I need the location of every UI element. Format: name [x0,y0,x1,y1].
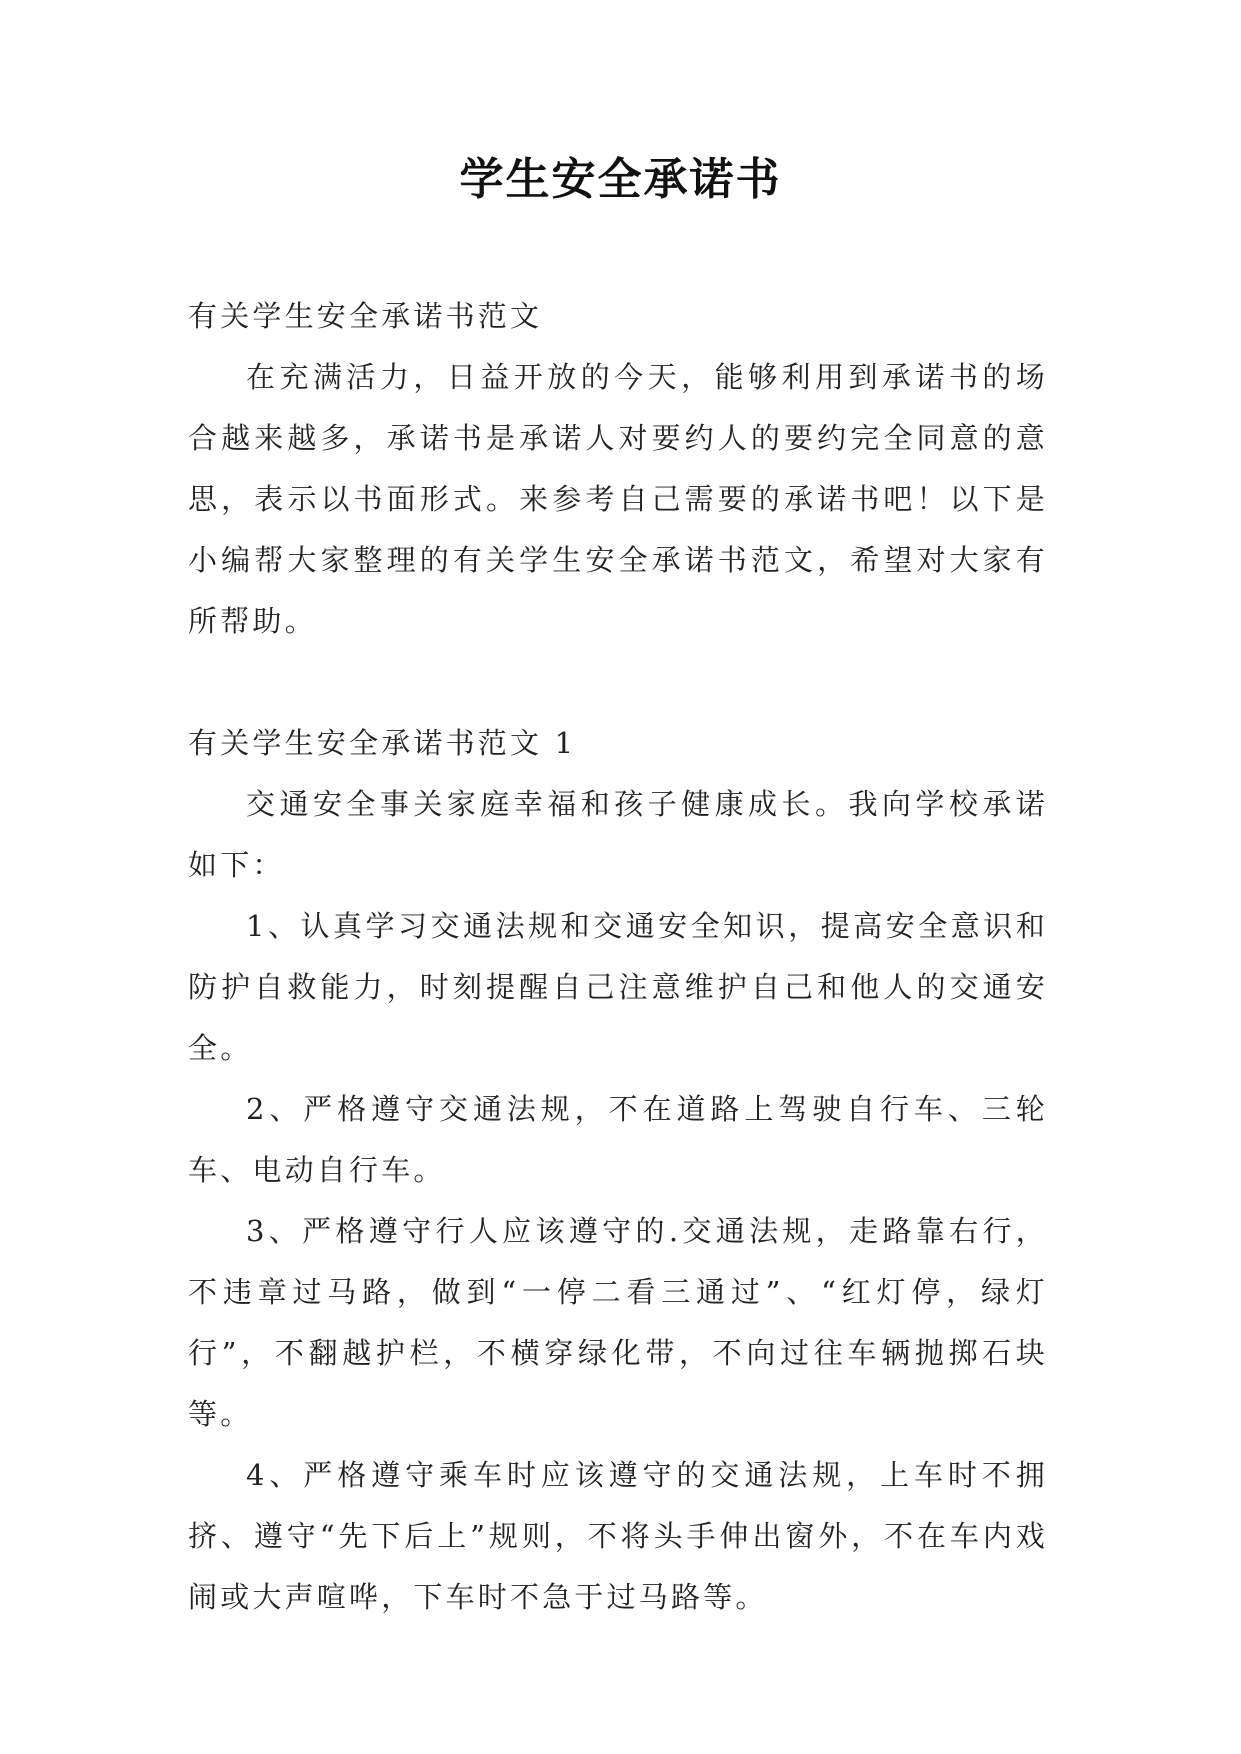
document-body [188,286,1048,1628]
paragraph: 4、严格遵守乘车时应该遵守的交通法规，上车时不拥挤、遵守“先下后上”规则，不将头手伸出窗外，不在车内戏闹或大声喧哗，下车时不急于过马路等。 [188,1458,1048,1614]
document-title: 学生安全承诺书 [459,154,782,205]
section-spacer [188,652,1048,713]
paragraph: 1、认真学习交通法规和交通安全知识，提高安全意识和防护自救能力，时刻提醒自己注意维护自己和他人的交通安全。 [188,909,1048,1065]
intro-paragraph: 在充满活力，日益开放的今天，能够利用到承诺书的场合越来越多，承诺书是承诺人对要约人的要约完全同意的意思，表示以书面形式。来参考自己需要的承诺书吧！以下是小编帮大家整理的有关学生安全承诺书范文，希望对大家有所帮助。 [188,360,1048,638]
paragraph: 交通安全事关家庭幸福和孩子健康成长。我向学校承诺如下： [188,787,1048,882]
section-heading: 有关学生安全承诺书范文 1 [188,726,577,760]
section-heading: 有关学生安全承诺书范文 [188,299,543,333]
paragraph: 3、严格遵守行人应该遵守的.交通法规，走路靠右行，不违章过马路，做到“一停二看三通过”、“红灯停，绿灯行”，不翻越护栏，不横穿绿化带，不向过往车辆抛掷石块等。 [188,1214,1048,1431]
paragraph: 2、严格遵守交通法规，不在道路上驾驶自行车、三轮车、电动自行车。 [188,1092,1048,1187]
